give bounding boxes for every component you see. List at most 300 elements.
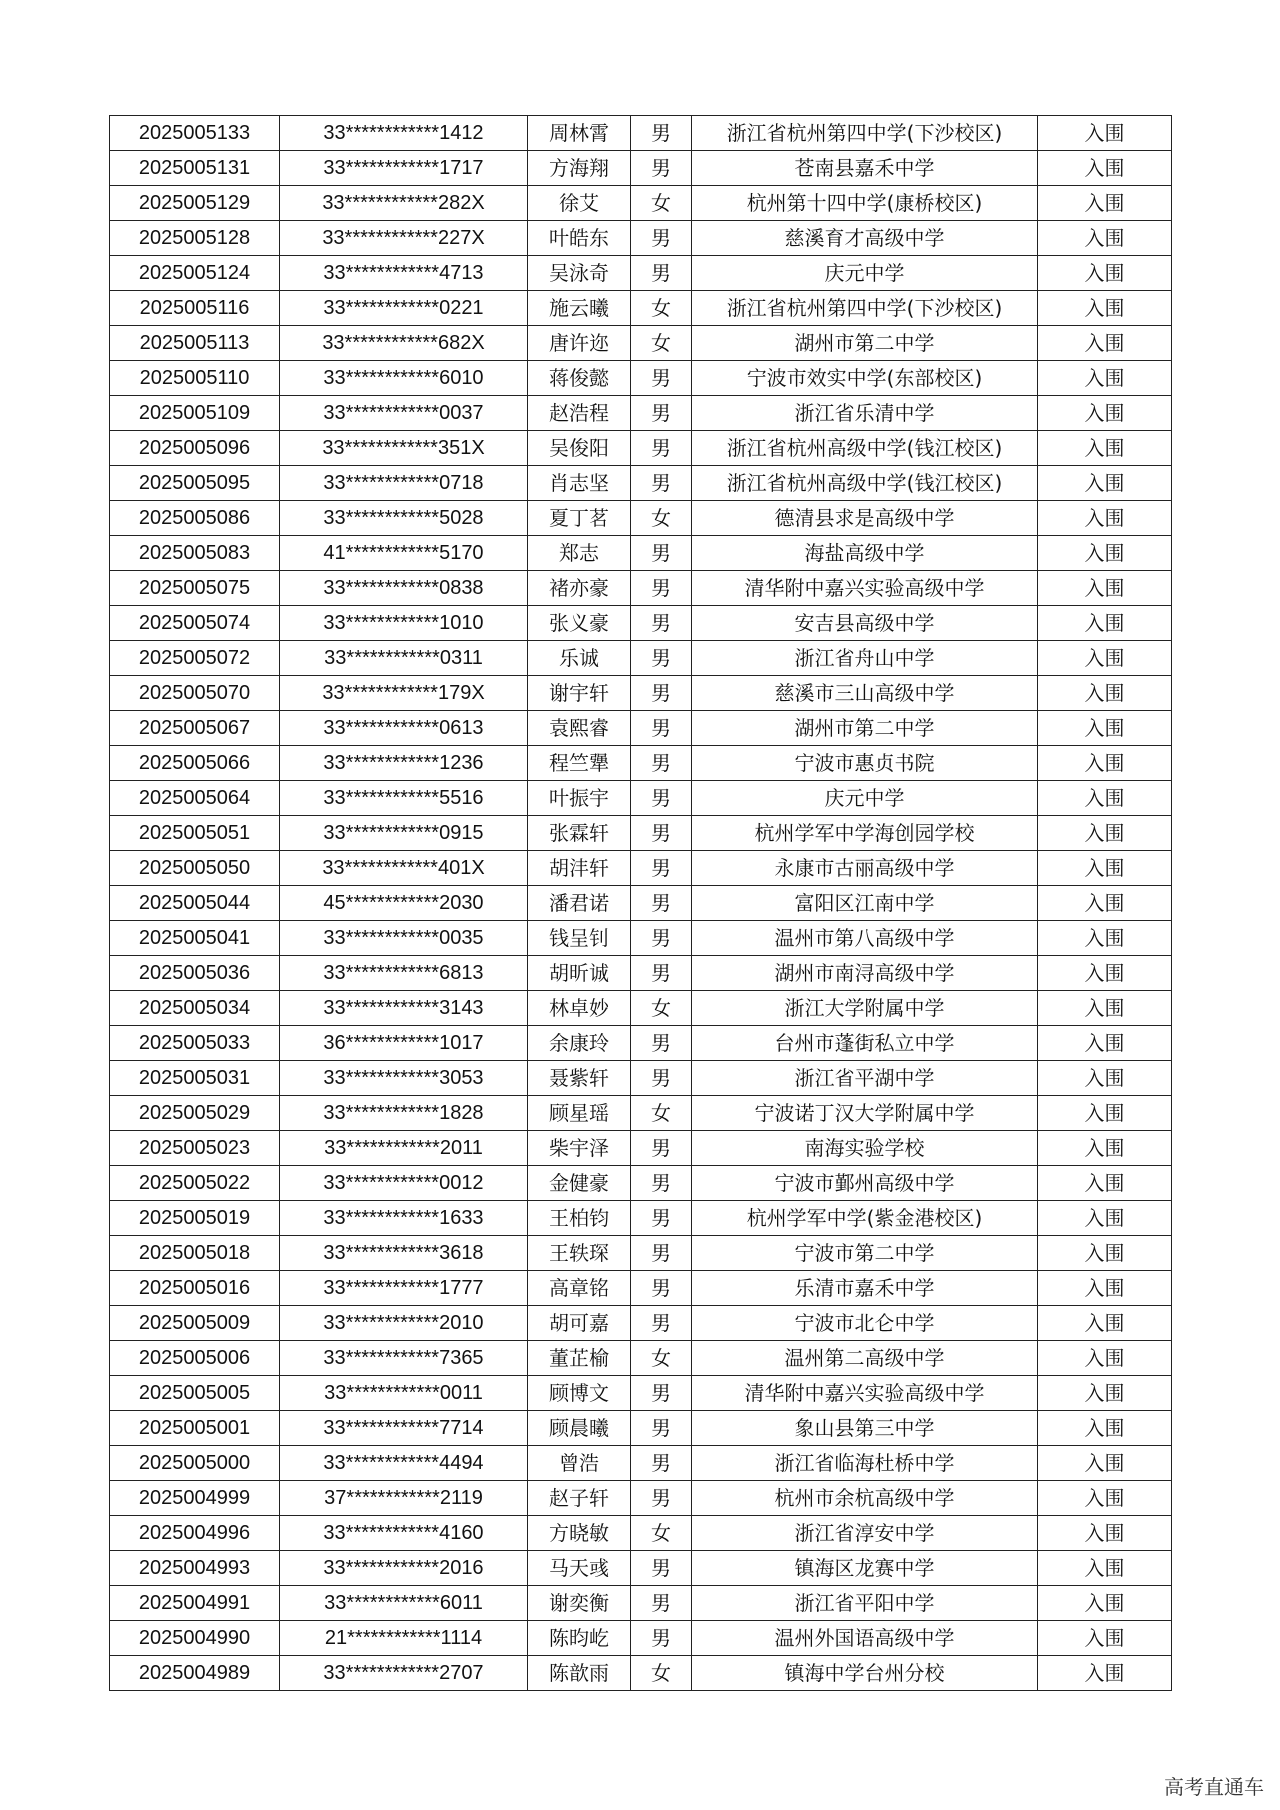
gender-cell: 男 (631, 816, 692, 851)
status-cell: 入围 (1038, 396, 1172, 431)
exam-number-cell: 2025005131 (110, 151, 280, 186)
school-cell: 安吉县高级中学 (692, 606, 1038, 641)
name-cell: 王轶琛 (528, 1236, 631, 1271)
name-cell: 高章铭 (528, 1271, 631, 1306)
gender-cell: 男 (631, 116, 692, 151)
status-cell: 入围 (1038, 1481, 1172, 1516)
school-cell: 浙江省杭州第四中学(下沙校区) (692, 116, 1038, 151)
name-cell: 胡可嘉 (528, 1306, 631, 1341)
name-cell: 胡沣轩 (528, 851, 631, 886)
name-cell: 施云曦 (528, 291, 631, 326)
table-row (110, 606, 1172, 641)
exam-number-cell: 2025005064 (110, 781, 280, 816)
table-row (110, 1026, 1172, 1061)
school-cell: 浙江省杭州高级中学(钱江校区) (692, 431, 1038, 466)
school-cell: 富阳区江南中学 (692, 886, 1038, 921)
name-cell: 王柏钧 (528, 1201, 631, 1236)
table-row (110, 571, 1172, 606)
school-cell: 浙江省乐清中学 (692, 396, 1038, 431)
table-row (110, 361, 1172, 396)
gender-cell: 男 (631, 1236, 692, 1271)
exam-number-cell: 2025005074 (110, 606, 280, 641)
status-cell: 入围 (1038, 1236, 1172, 1271)
school-cell: 浙江省临海杜桥中学 (692, 1446, 1038, 1481)
exam-number-cell: 2025005072 (110, 641, 280, 676)
id-card-cell: 33************2011 (280, 1131, 528, 1166)
exam-number-cell: 2025005018 (110, 1236, 280, 1271)
name-cell: 叶振宇 (528, 781, 631, 816)
id-card-cell: 33************2016 (280, 1551, 528, 1586)
table-row (110, 641, 1172, 676)
gender-cell: 女 (631, 186, 692, 221)
table-row (110, 991, 1172, 1026)
table-row (110, 431, 1172, 466)
id-card-cell: 33************4494 (280, 1446, 528, 1481)
name-cell: 林卓妙 (528, 991, 631, 1026)
school-cell: 德清县求是高级中学 (692, 501, 1038, 536)
exam-number-cell: 2025004991 (110, 1586, 280, 1621)
id-card-cell: 33************6813 (280, 956, 528, 991)
status-cell: 入围 (1038, 991, 1172, 1026)
school-cell: 南海实验学校 (692, 1131, 1038, 1166)
gender-cell: 男 (631, 571, 692, 606)
name-cell: 顾星瑶 (528, 1096, 631, 1131)
gender-cell: 男 (631, 1446, 692, 1481)
gender-cell: 男 (631, 151, 692, 186)
table-row (110, 536, 1172, 571)
school-cell: 浙江省舟山中学 (692, 641, 1038, 676)
status-cell: 入围 (1038, 676, 1172, 711)
status-cell: 入围 (1038, 781, 1172, 816)
exam-number-cell: 2025005116 (110, 291, 280, 326)
id-card-cell: 33************1412 (280, 116, 528, 151)
school-cell: 杭州学军中学(紫金港校区) (692, 1201, 1038, 1236)
table-row (110, 1481, 1172, 1516)
exam-number-cell: 2025005006 (110, 1341, 280, 1376)
name-cell: 周林霄 (528, 116, 631, 151)
exam-number-cell: 2025005124 (110, 256, 280, 291)
table-row (110, 256, 1172, 291)
admission-roster-table (109, 115, 1172, 1691)
school-cell: 乐清市嘉禾中学 (692, 1271, 1038, 1306)
exam-number-cell: 2025005109 (110, 396, 280, 431)
id-card-cell: 33************1777 (280, 1271, 528, 1306)
status-cell: 入围 (1038, 1551, 1172, 1586)
school-cell: 宁波市效实中学(东部校区) (692, 361, 1038, 396)
school-cell: 慈溪育才高级中学 (692, 221, 1038, 256)
table-row (110, 1341, 1172, 1376)
exam-number-cell: 2025005041 (110, 921, 280, 956)
name-cell: 叶皓东 (528, 221, 631, 256)
school-cell: 宁波市北仑中学 (692, 1306, 1038, 1341)
id-card-cell: 33************0037 (280, 396, 528, 431)
school-cell: 清华附中嘉兴实验高级中学 (692, 1376, 1038, 1411)
status-cell: 入围 (1038, 291, 1172, 326)
id-card-cell: 33************401X (280, 851, 528, 886)
school-cell: 湖州市第二中学 (692, 711, 1038, 746)
table-row (110, 291, 1172, 326)
school-cell: 慈溪市三山高级中学 (692, 676, 1038, 711)
gender-cell: 男 (631, 1586, 692, 1621)
name-cell: 吴俊阳 (528, 431, 631, 466)
exam-number-cell: 2025005095 (110, 466, 280, 501)
exam-number-cell: 2025005075 (110, 571, 280, 606)
gender-cell: 男 (631, 886, 692, 921)
status-cell: 入围 (1038, 151, 1172, 186)
id-card-cell: 33************1717 (280, 151, 528, 186)
id-card-cell: 33************0311 (280, 641, 528, 676)
name-cell: 吴泳奇 (528, 256, 631, 291)
school-cell: 浙江省平阳中学 (692, 1586, 1038, 1621)
gender-cell: 男 (631, 676, 692, 711)
exam-number-cell: 2025005044 (110, 886, 280, 921)
gender-cell: 男 (631, 396, 692, 431)
name-cell: 曾浩 (528, 1446, 631, 1481)
gender-cell: 男 (631, 1376, 692, 1411)
exam-number-cell: 2025005128 (110, 221, 280, 256)
school-cell: 宁波市惠贞书院 (692, 746, 1038, 781)
table-row (110, 1656, 1172, 1691)
status-cell: 入围 (1038, 1166, 1172, 1201)
table-row (110, 781, 1172, 816)
status-cell: 入围 (1038, 1201, 1172, 1236)
status-cell: 入围 (1038, 1131, 1172, 1166)
id-card-cell: 33************179X (280, 676, 528, 711)
school-cell: 宁波市第二中学 (692, 1236, 1038, 1271)
id-card-cell: 33************2010 (280, 1306, 528, 1341)
status-cell: 入围 (1038, 571, 1172, 606)
name-cell: 余康玲 (528, 1026, 631, 1061)
gender-cell: 女 (631, 1341, 692, 1376)
id-card-cell: 33************351X (280, 431, 528, 466)
table-row (110, 956, 1172, 991)
status-cell: 入围 (1038, 606, 1172, 641)
school-cell: 台州市蓬街私立中学 (692, 1026, 1038, 1061)
exam-number-cell: 2025004999 (110, 1481, 280, 1516)
table-row (110, 746, 1172, 781)
table-row (110, 151, 1172, 186)
gender-cell: 女 (631, 1516, 692, 1551)
gender-cell: 男 (631, 361, 692, 396)
name-cell: 乐诚 (528, 641, 631, 676)
name-cell: 柴宇泽 (528, 1131, 631, 1166)
status-cell: 入围 (1038, 466, 1172, 501)
id-card-cell: 33************0011 (280, 1376, 528, 1411)
exam-number-cell: 2025005086 (110, 501, 280, 536)
table-row (110, 711, 1172, 746)
gender-cell: 男 (631, 1621, 692, 1656)
name-cell: 唐许迩 (528, 326, 631, 361)
id-card-cell: 33************4160 (280, 1516, 528, 1551)
status-cell: 入围 (1038, 886, 1172, 921)
exam-number-cell: 2025004993 (110, 1551, 280, 1586)
status-cell: 入围 (1038, 1411, 1172, 1446)
table-row (110, 186, 1172, 221)
exam-number-cell: 2025005016 (110, 1271, 280, 1306)
name-cell: 程竺犟 (528, 746, 631, 781)
table-row (110, 396, 1172, 431)
school-cell: 庆元中学 (692, 256, 1038, 291)
status-cell: 入围 (1038, 186, 1172, 221)
table-row (110, 116, 1172, 151)
exam-number-cell: 2025004989 (110, 1656, 280, 1691)
id-card-cell: 36************1017 (280, 1026, 528, 1061)
id-card-cell: 33************0915 (280, 816, 528, 851)
school-cell: 杭州学军中学海创园学校 (692, 816, 1038, 851)
gender-cell: 女 (631, 291, 692, 326)
school-cell: 湖州市第二中学 (692, 326, 1038, 361)
status-cell: 入围 (1038, 1096, 1172, 1131)
exam-number-cell: 2025005050 (110, 851, 280, 886)
name-cell: 胡昕诚 (528, 956, 631, 991)
name-cell: 夏丁茗 (528, 501, 631, 536)
table-row (110, 816, 1172, 851)
exam-number-cell: 2025005005 (110, 1376, 280, 1411)
status-cell: 入围 (1038, 1586, 1172, 1621)
school-cell: 象山县第三中学 (692, 1411, 1038, 1446)
status-cell: 入围 (1038, 1446, 1172, 1481)
id-card-cell: 33************3618 (280, 1236, 528, 1271)
exam-number-cell: 2025005113 (110, 326, 280, 361)
name-cell: 赵子轩 (528, 1481, 631, 1516)
gender-cell: 女 (631, 991, 692, 1026)
name-cell: 赵浩程 (528, 396, 631, 431)
watermark-text: 高考直通车 (1164, 1775, 1264, 1799)
table-row (110, 1306, 1172, 1341)
id-card-cell: 33************282X (280, 186, 528, 221)
gender-cell: 男 (631, 1551, 692, 1586)
status-cell: 入围 (1038, 431, 1172, 466)
table-row (110, 1376, 1172, 1411)
status-cell: 入围 (1038, 816, 1172, 851)
school-cell: 浙江省杭州高级中学(钱江校区) (692, 466, 1038, 501)
school-cell: 浙江省杭州第四中学(下沙校区) (692, 291, 1038, 326)
table-row (110, 1411, 1172, 1446)
name-cell: 方晓敏 (528, 1516, 631, 1551)
exam-number-cell: 2025005033 (110, 1026, 280, 1061)
name-cell: 郑志 (528, 536, 631, 571)
gender-cell: 男 (631, 1306, 692, 1341)
exam-number-cell: 2025005000 (110, 1446, 280, 1481)
name-cell: 董芷榆 (528, 1341, 631, 1376)
name-cell: 陈昀屹 (528, 1621, 631, 1656)
roster-body (110, 116, 1172, 1691)
school-cell: 浙江省平湖中学 (692, 1061, 1038, 1096)
gender-cell: 男 (631, 1271, 692, 1306)
table-row (110, 1061, 1172, 1096)
status-cell: 入围 (1038, 746, 1172, 781)
status-cell: 入围 (1038, 1376, 1172, 1411)
status-cell: 入围 (1038, 221, 1172, 256)
id-card-cell: 37************2119 (280, 1481, 528, 1516)
exam-number-cell: 2025005036 (110, 956, 280, 991)
name-cell: 方海翔 (528, 151, 631, 186)
school-cell: 杭州第十四中学(康桥校区) (692, 186, 1038, 221)
table-row (110, 921, 1172, 956)
name-cell: 聂紫轩 (528, 1061, 631, 1096)
id-card-cell: 33************3143 (280, 991, 528, 1026)
status-cell: 入围 (1038, 1306, 1172, 1341)
name-cell: 肖志坚 (528, 466, 631, 501)
status-cell: 入围 (1038, 361, 1172, 396)
id-card-cell: 33************0012 (280, 1166, 528, 1201)
school-cell: 宁波诺丁汉大学附属中学 (692, 1096, 1038, 1131)
id-card-cell: 33************7714 (280, 1411, 528, 1446)
name-cell: 潘君诺 (528, 886, 631, 921)
id-card-cell: 33************7365 (280, 1341, 528, 1376)
table-row (110, 1201, 1172, 1236)
table-row (110, 676, 1172, 711)
exam-number-cell: 2025005110 (110, 361, 280, 396)
exam-number-cell: 2025005067 (110, 711, 280, 746)
exam-number-cell: 2025005129 (110, 186, 280, 221)
status-cell: 入围 (1038, 1621, 1172, 1656)
name-cell: 陈歆雨 (528, 1656, 631, 1691)
exam-number-cell: 2025005019 (110, 1201, 280, 1236)
gender-cell: 男 (631, 641, 692, 676)
id-card-cell: 33************0035 (280, 921, 528, 956)
school-cell: 温州市第八高级中学 (692, 921, 1038, 956)
id-card-cell: 41************5170 (280, 536, 528, 571)
exam-number-cell: 2025005070 (110, 676, 280, 711)
gender-cell: 男 (631, 1481, 692, 1516)
status-cell: 入围 (1038, 921, 1172, 956)
status-cell: 入围 (1038, 1026, 1172, 1061)
gender-cell: 男 (631, 256, 692, 291)
table-row (110, 1551, 1172, 1586)
table-row (110, 1236, 1172, 1271)
gender-cell: 女 (631, 326, 692, 361)
id-card-cell: 33************0838 (280, 571, 528, 606)
gender-cell: 男 (631, 711, 692, 746)
exam-number-cell: 2025005029 (110, 1096, 280, 1131)
table-row (110, 1446, 1172, 1481)
exam-number-cell: 2025005022 (110, 1166, 280, 1201)
school-cell: 宁波市鄞州高级中学 (692, 1166, 1038, 1201)
name-cell: 袁熙睿 (528, 711, 631, 746)
school-cell: 湖州市南浔高级中学 (692, 956, 1038, 991)
gender-cell: 男 (631, 1201, 692, 1236)
school-cell: 镇海区龙赛中学 (692, 1551, 1038, 1586)
exam-number-cell: 2025005001 (110, 1411, 280, 1446)
id-card-cell: 33************5028 (280, 501, 528, 536)
status-cell: 入围 (1038, 1271, 1172, 1306)
school-cell: 永康市古丽高级中学 (692, 851, 1038, 886)
gender-cell: 女 (631, 1656, 692, 1691)
status-cell: 入围 (1038, 956, 1172, 991)
name-cell: 张霖轩 (528, 816, 631, 851)
exam-number-cell: 2025005023 (110, 1131, 280, 1166)
school-cell: 温州第二高级中学 (692, 1341, 1038, 1376)
gender-cell: 男 (631, 536, 692, 571)
status-cell: 入围 (1038, 1341, 1172, 1376)
table-row (110, 326, 1172, 361)
status-cell: 入围 (1038, 116, 1172, 151)
name-cell: 褚亦豪 (528, 571, 631, 606)
gender-cell: 男 (631, 781, 692, 816)
school-cell: 庆元中学 (692, 781, 1038, 816)
table-row (110, 1621, 1172, 1656)
id-card-cell: 21************1114 (280, 1621, 528, 1656)
status-cell: 入围 (1038, 536, 1172, 571)
exam-number-cell: 2025005031 (110, 1061, 280, 1096)
name-cell: 顾博文 (528, 1376, 631, 1411)
name-cell: 徐艾 (528, 186, 631, 221)
id-card-cell: 33************1633 (280, 1201, 528, 1236)
id-card-cell: 33************3053 (280, 1061, 528, 1096)
id-card-cell: 33************0221 (280, 291, 528, 326)
table-row (110, 1131, 1172, 1166)
name-cell: 张义豪 (528, 606, 631, 641)
table-row (110, 851, 1172, 886)
gender-cell: 女 (631, 501, 692, 536)
table-row (110, 501, 1172, 536)
name-cell: 顾晨曦 (528, 1411, 631, 1446)
school-cell: 苍南县嘉禾中学 (692, 151, 1038, 186)
exam-number-cell: 2025005051 (110, 816, 280, 851)
gender-cell: 男 (631, 746, 692, 781)
status-cell: 入围 (1038, 1061, 1172, 1096)
exam-number-cell: 2025005009 (110, 1306, 280, 1341)
exam-number-cell: 2025005096 (110, 431, 280, 466)
id-card-cell: 33************1828 (280, 1096, 528, 1131)
school-cell: 杭州市余杭高级中学 (692, 1481, 1038, 1516)
id-card-cell: 33************682X (280, 326, 528, 361)
id-card-cell: 33************6010 (280, 361, 528, 396)
school-cell: 清华附中嘉兴实验高级中学 (692, 571, 1038, 606)
status-cell: 入围 (1038, 501, 1172, 536)
school-cell: 浙江大学附属中学 (692, 991, 1038, 1026)
id-card-cell: 45************2030 (280, 886, 528, 921)
id-card-cell: 33************227X (280, 221, 528, 256)
exam-number-cell: 2025004990 (110, 1621, 280, 1656)
name-cell: 钱呈钊 (528, 921, 631, 956)
gender-cell: 女 (631, 1096, 692, 1131)
gender-cell: 男 (631, 851, 692, 886)
id-card-cell: 33************1010 (280, 606, 528, 641)
table-row (110, 221, 1172, 256)
status-cell: 入围 (1038, 711, 1172, 746)
table-row (110, 1271, 1172, 1306)
id-card-cell: 33************2707 (280, 1656, 528, 1691)
name-cell: 金健豪 (528, 1166, 631, 1201)
school-cell: 镇海中学台州分校 (692, 1656, 1038, 1691)
gender-cell: 男 (631, 956, 692, 991)
exam-number-cell: 2025005083 (110, 536, 280, 571)
gender-cell: 男 (631, 1166, 692, 1201)
id-card-cell: 33************5516 (280, 781, 528, 816)
table-row (110, 1096, 1172, 1131)
exam-number-cell: 2025005133 (110, 116, 280, 151)
table-row (110, 466, 1172, 501)
status-cell: 入围 (1038, 326, 1172, 361)
name-cell: 蒋俊懿 (528, 361, 631, 396)
id-card-cell: 33************0613 (280, 711, 528, 746)
table-row (110, 1166, 1172, 1201)
gender-cell: 男 (631, 1131, 692, 1166)
table-row (110, 1516, 1172, 1551)
id-card-cell: 33************4713 (280, 256, 528, 291)
gender-cell: 男 (631, 1411, 692, 1446)
name-cell: 谢宇轩 (528, 676, 631, 711)
status-cell: 入围 (1038, 256, 1172, 291)
gender-cell: 男 (631, 606, 692, 641)
name-cell: 谢奕衡 (528, 1586, 631, 1621)
exam-number-cell: 2025004996 (110, 1516, 280, 1551)
status-cell: 入围 (1038, 851, 1172, 886)
exam-number-cell: 2025005034 (110, 991, 280, 1026)
gender-cell: 男 (631, 431, 692, 466)
